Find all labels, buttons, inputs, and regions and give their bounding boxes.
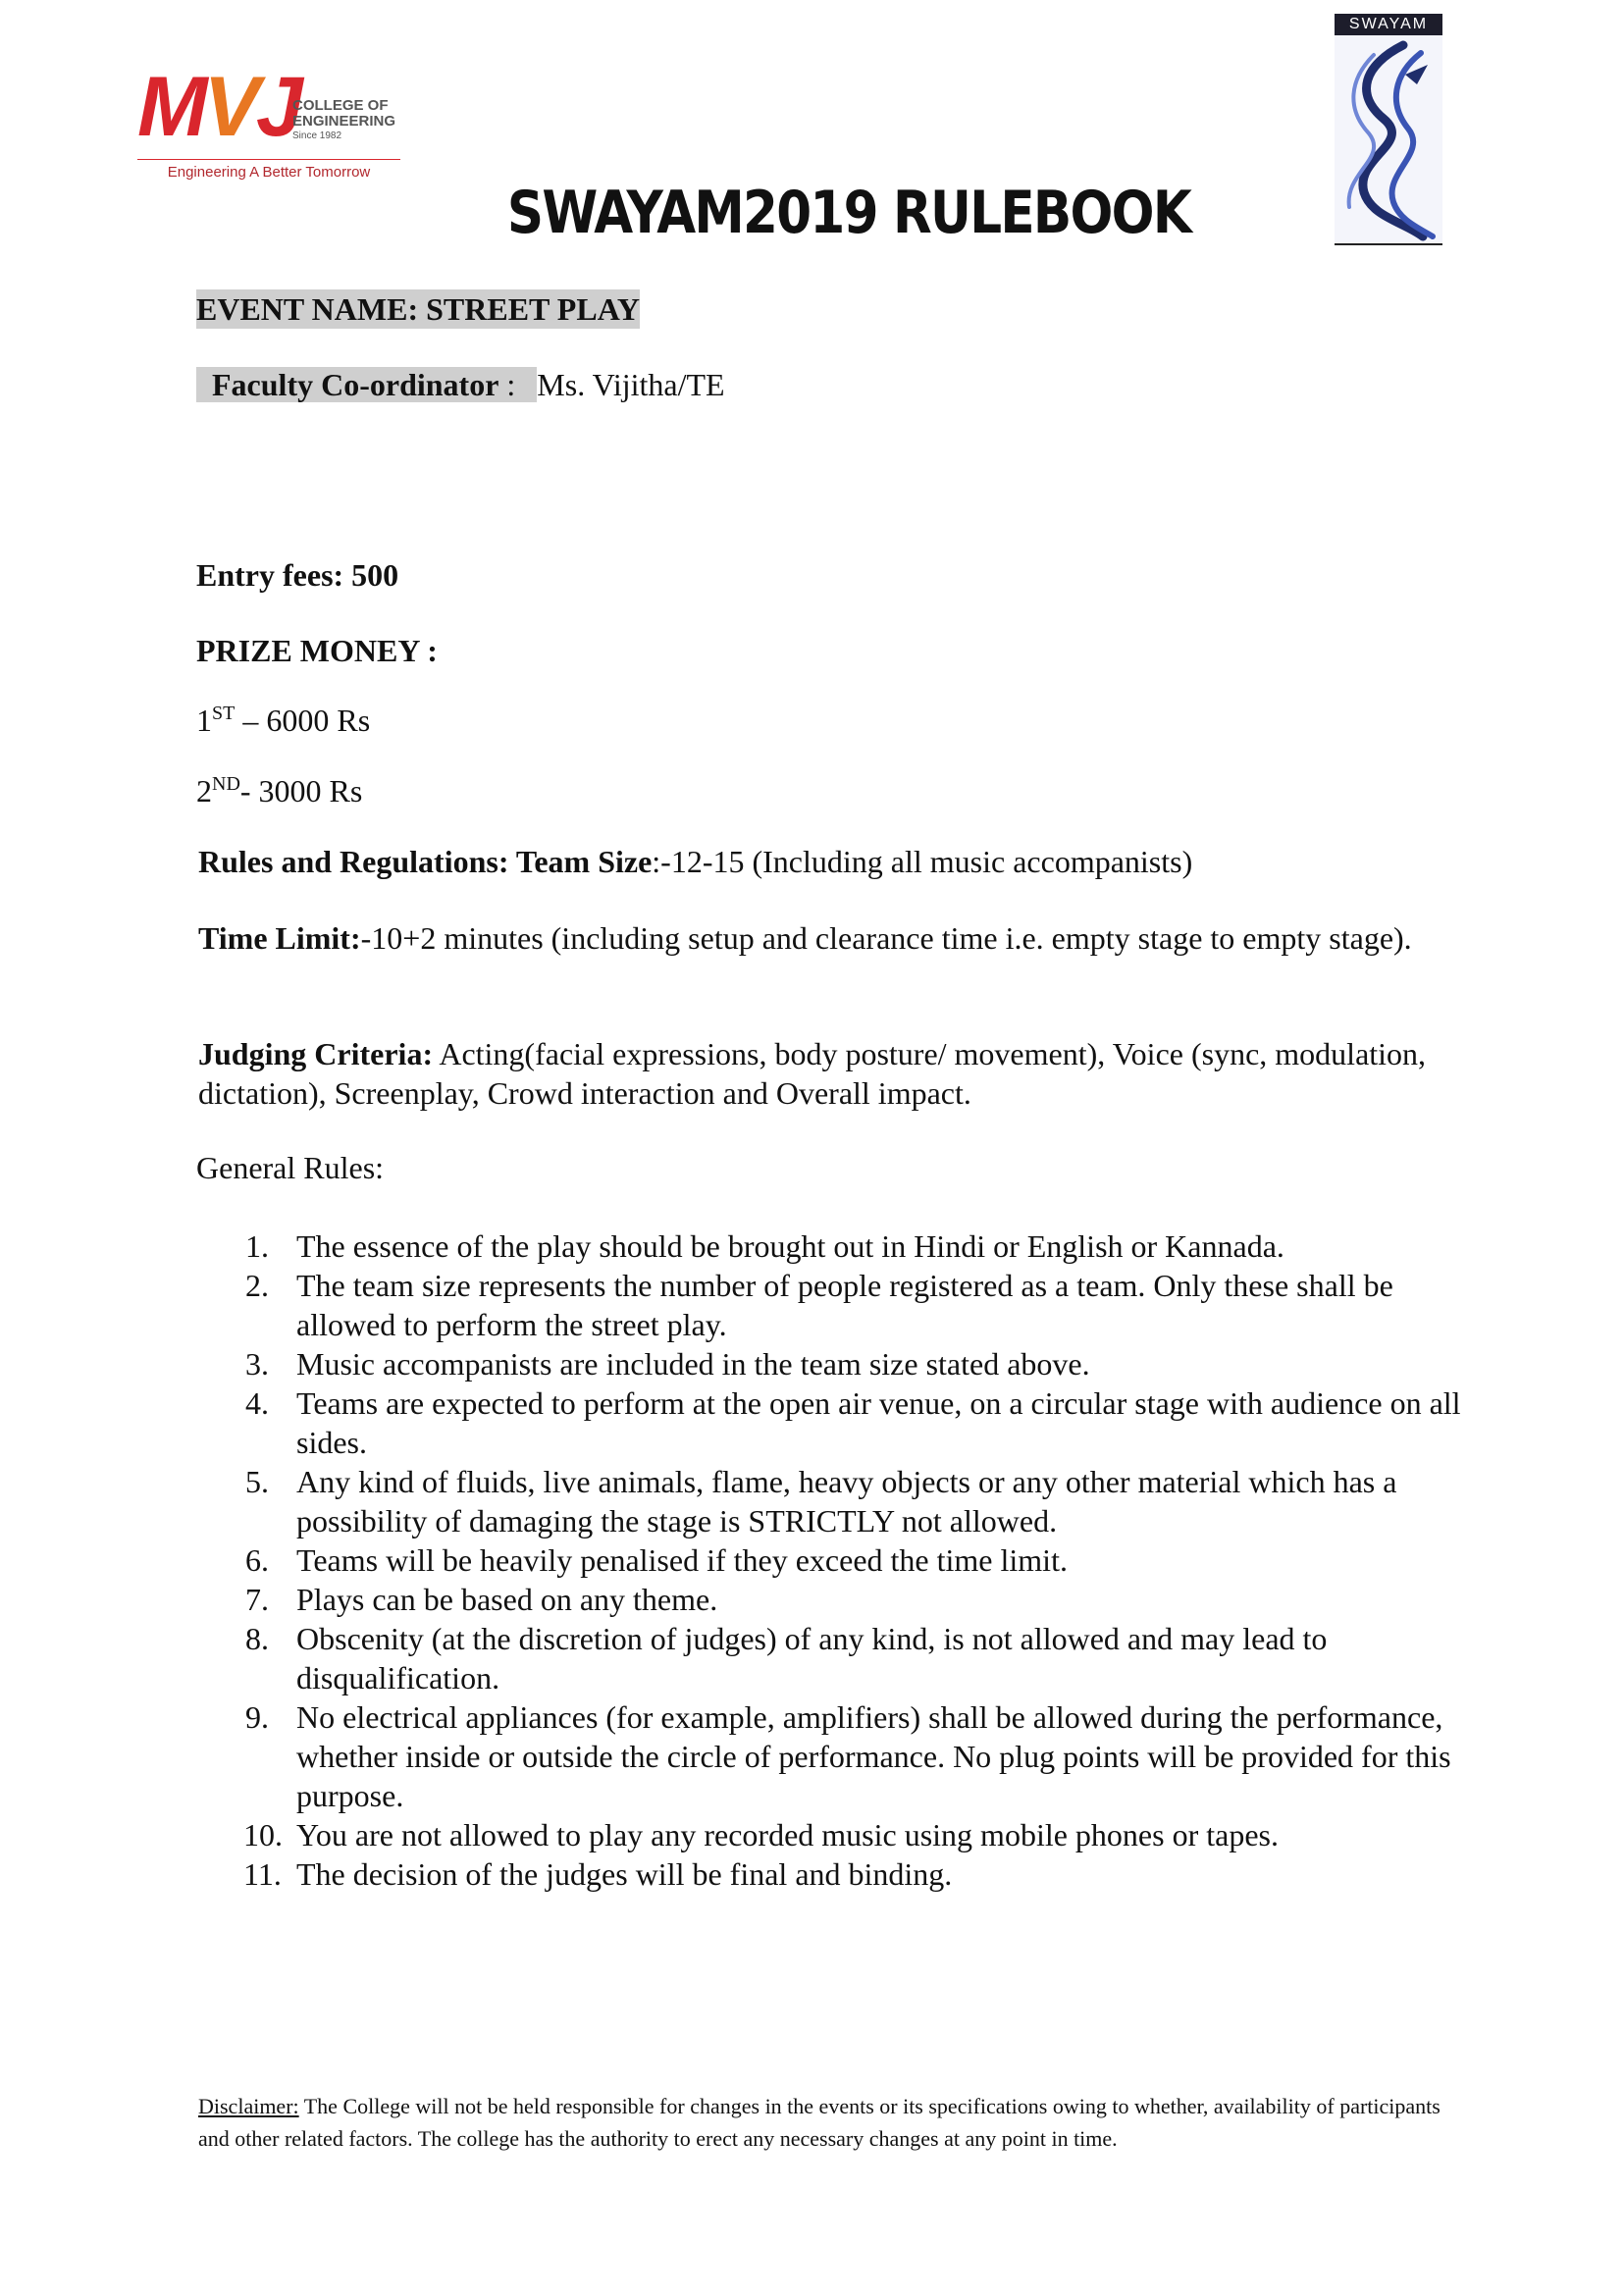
faculty-coordinator [196,365,725,404]
time-limit: Time Limit:-10+2 minutes (including setup and clearance time i.e. empty stage to empty stage). [198,920,1412,956]
list-item: 6. Teams will be heavily penalised if they exceed the time limit. [245,1542,1068,1578]
faculty-coordinator-label: Faculty Co-ordinator : [196,367,537,402]
swayam-logo-label: SWAYAM [1335,14,1442,35]
faculty-coordinator-value: Ms. Vijitha/TE [537,367,725,402]
college-logo-mark: MVJ [137,60,299,154]
list-item: 2. The team size represents the number of people registered as a team. Only these shall be allowed to perform the street play. [245,1268,1393,1342]
list-item: 5. Any kind of fluids, live animals, flame, heavy objects or any other material which has a possibility of damaging the stage is STRICTLY not allowed. [245,1464,1397,1539]
prize-second: 2ND- 3000 Rs [196,773,363,808]
entry-fees: Entry fees: 500 [196,557,399,593]
general-rules-heading: General Rules: [196,1150,385,1185]
list-item: 9. No electrical appliances (for example, amplifiers) shall be allowed during the performance, whether inside or outside the circle of performance. No plug points will be provided for this purpose. [245,1699,1451,1813]
disclaimer-label: Disclaimer: [198,2094,299,2118]
list-item: 10. You are not allowed to play any recorded music using mobile phones or tapes. [243,1817,1279,1852]
list-item: 3. Music accompanists are included in the team size stated above. [245,1346,1090,1382]
college-logo [137,61,402,188]
list-item: 1. The essence of the play should be brought out in Hindi or English or Kannada. [245,1228,1284,1264]
list-item: 11. The decision of the judges will be final and binding. [243,1856,953,1892]
list-item: 8. Obscenity (at the discretion of judges) of any kind, is not allowed and may lead to disqualification. [245,1621,1328,1695]
college-logo-text: COLLEGE OF ENGINEERING Since 1982 [292,97,396,141]
event-name: EVENT NAME: STREET PLAY [196,291,640,327]
list-item: 4. Teams are expected to perform at the open air venue, on a circular stage with audience on all sides. [245,1385,1461,1460]
judging-criteria: Judging Criteria: Acting(facial expressions, body posture/ movement), Voice (sync, modulation, dictation), Screenplay, Crowd interaction and Overall impact. [198,1036,1427,1111]
general-rules-list [245,1226,1462,1894]
disclaimer-text: The College will not be held responsible for changes in the events or its specifications owing to whether, availability of participants and other related factors. The college has the authority to erect any necessary changes at any point in time. [198,2094,1441,2151]
disclaimer [198,2090,1444,2155]
prize-money-heading: PRIZE MONEY : [196,633,438,668]
page-title: SWAYAM2019 RULEBOOK [506,179,1191,247]
team-size: Rules and Regulations: Team Size:-12-15 (Including all music accompanists) [198,844,1193,879]
prize-first: 1ST – 6000 Rs [196,703,371,738]
college-tagline: Engineering A Better Tomorrow [137,159,400,181]
list-item: 7. Plays can be based on any theme. [245,1582,718,1617]
